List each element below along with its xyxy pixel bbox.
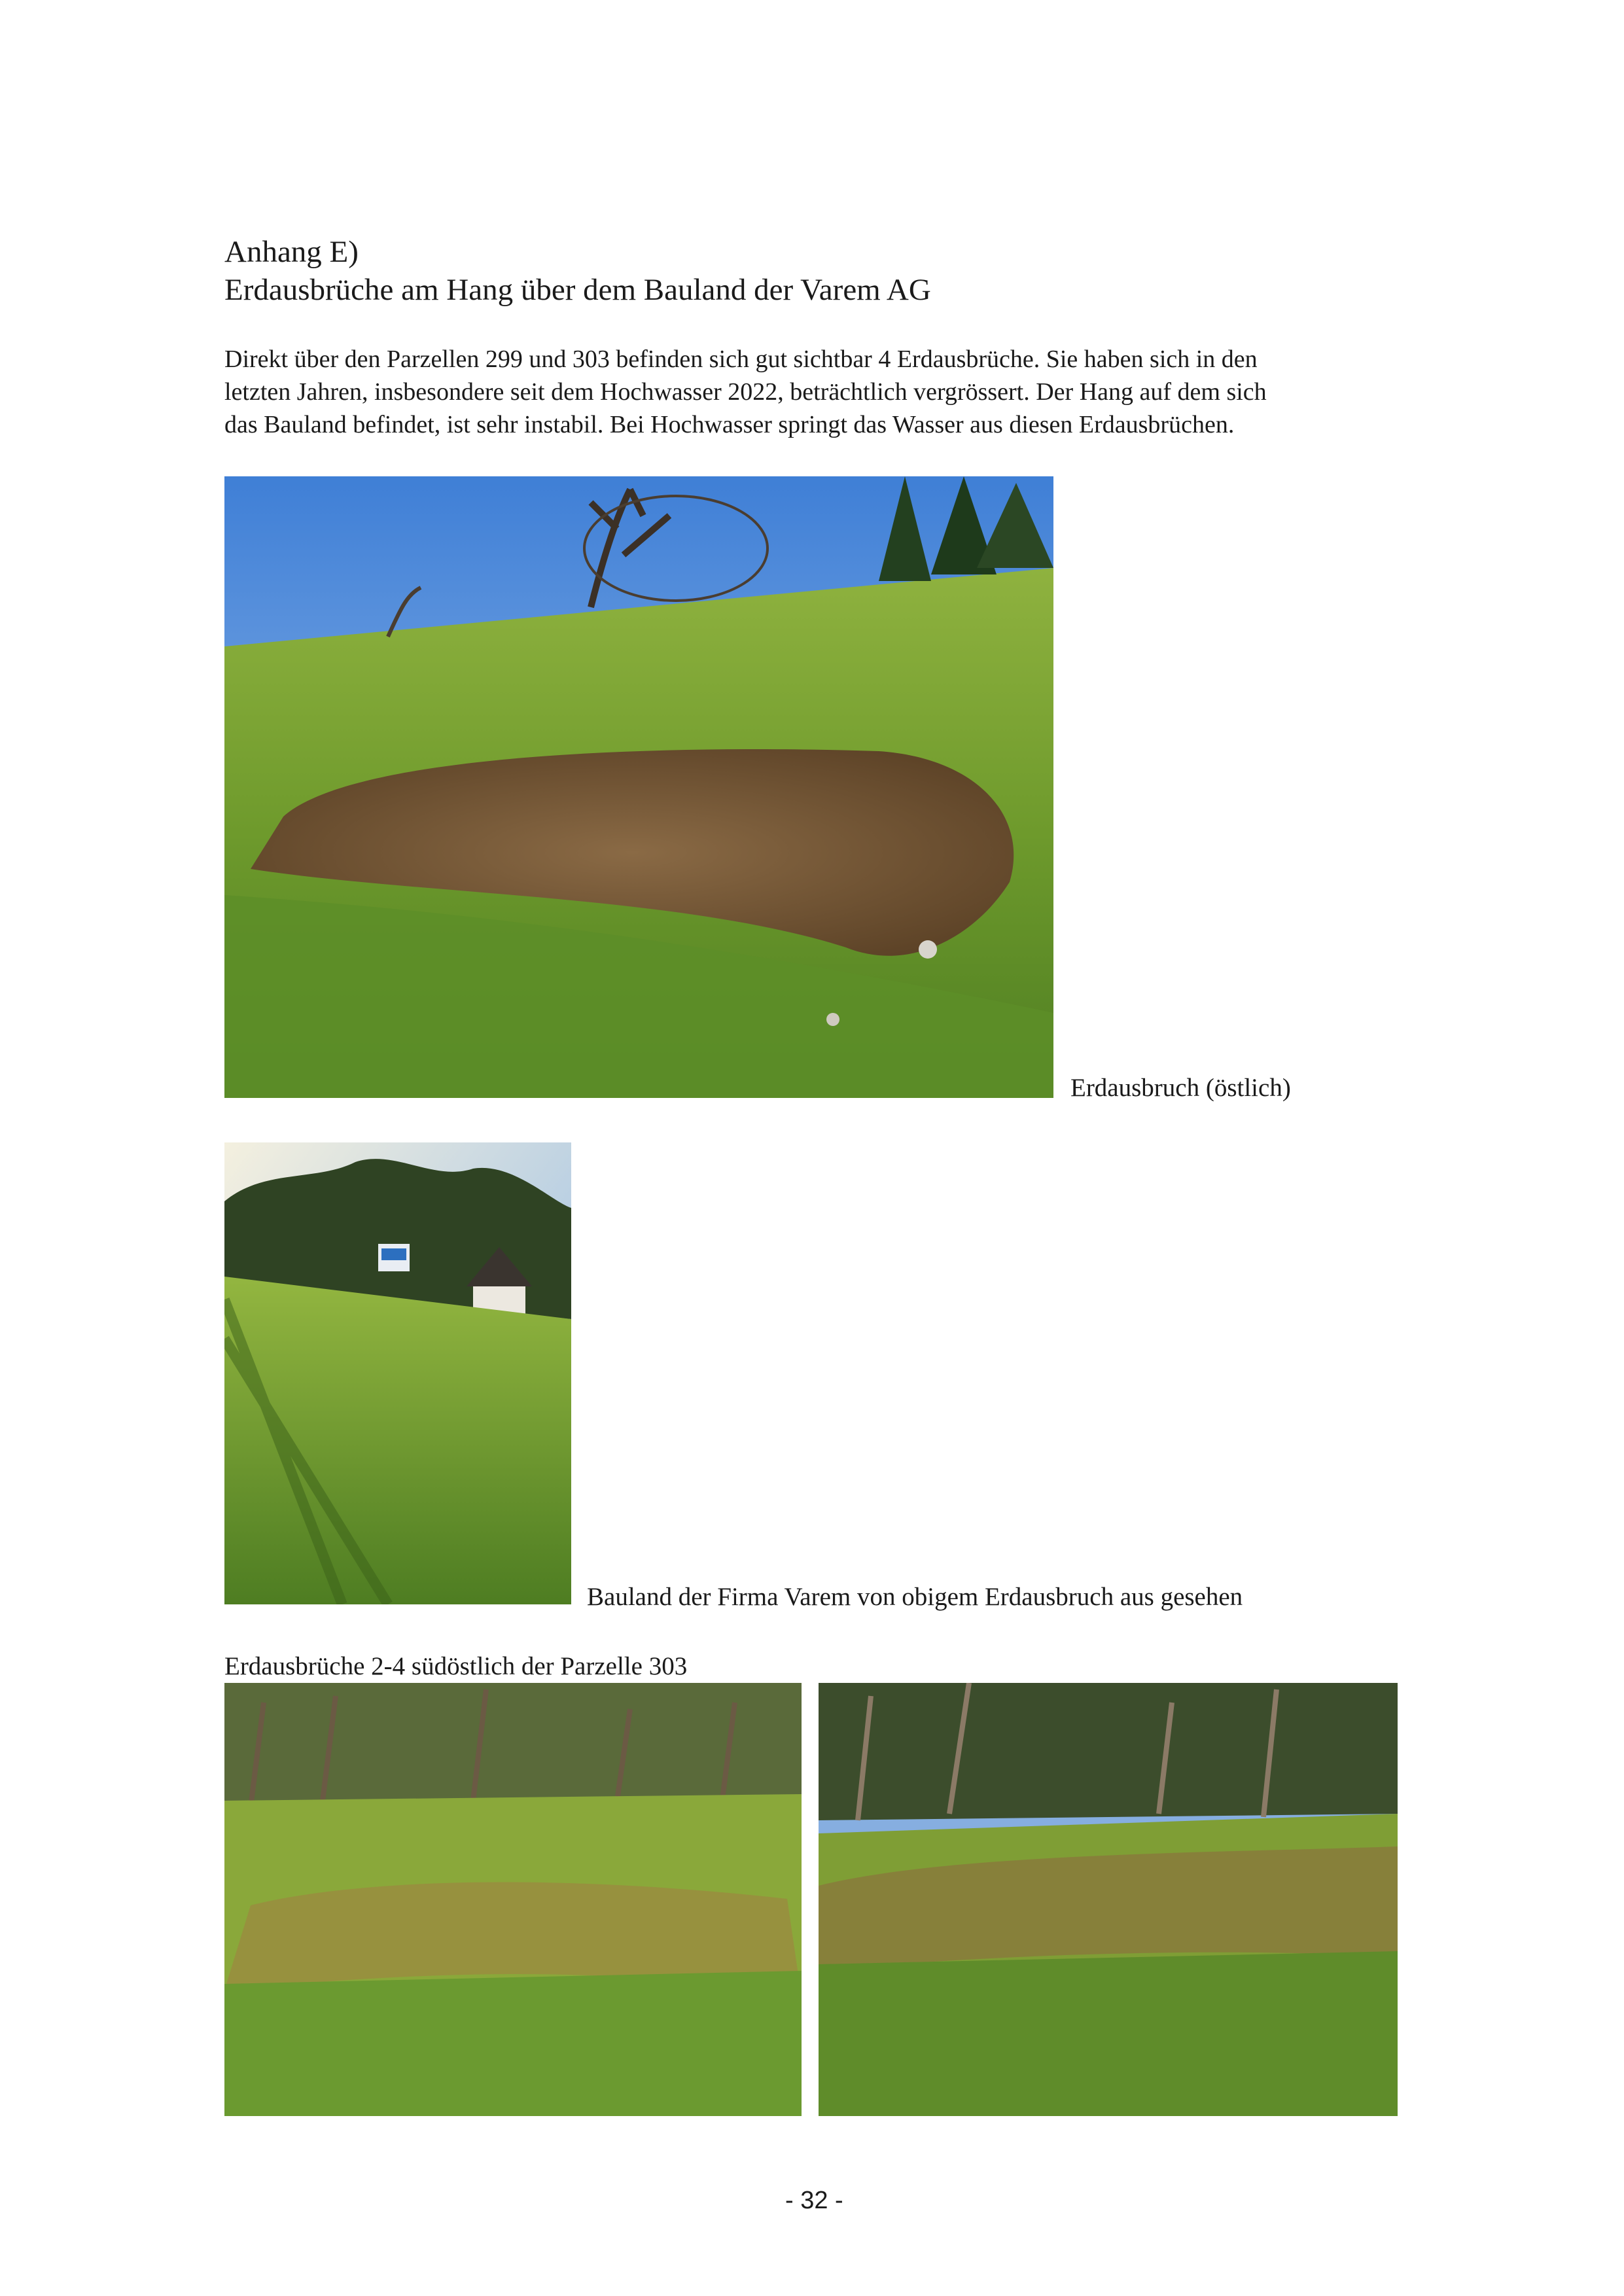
paragraph-line: letzten Jahren, insbesondere seit dem Hochwasser 2022, beträchtlich vergrössert. Der Hang auf dem sich <box>224 378 1267 406</box>
photo-erdausbruch-oestlich <box>224 476 1053 1098</box>
caption-fig2: Bauland der Firma Varem von obigem Erdausbruch aus gesehen <box>587 1583 1243 1611</box>
page-title: Erdausbrüche am Hang über dem Bauland der Varem AG <box>224 273 931 307</box>
photo-bauland-varem <box>224 1142 571 1604</box>
page-number: - 32 - <box>785 2187 843 2214</box>
intro-paragraph <box>224 343 1402 441</box>
caption-group: Erdausbrüche 2-4 südöstlich der Parzelle 303 <box>224 1652 688 1680</box>
photo-erdausbruch-3 <box>819 1683 1398 2116</box>
paragraph-line: das Bauland befindet, ist sehr instabil. Bei Hochwasser springt das Wasser aus diesen Erdausbrüchen. <box>224 411 1235 438</box>
caption-fig1: Erdausbruch (östlich) <box>1070 1074 1291 1102</box>
paragraph-line: Direkt über den Parzellen 299 und 303 befinden sich gut sichtbar 4 Erdausbrüche. Sie haben sich in den <box>224 345 1258 373</box>
appendix-label: Anhang E) <box>224 235 359 269</box>
photo-erdausbruch-2 <box>224 1683 802 2116</box>
